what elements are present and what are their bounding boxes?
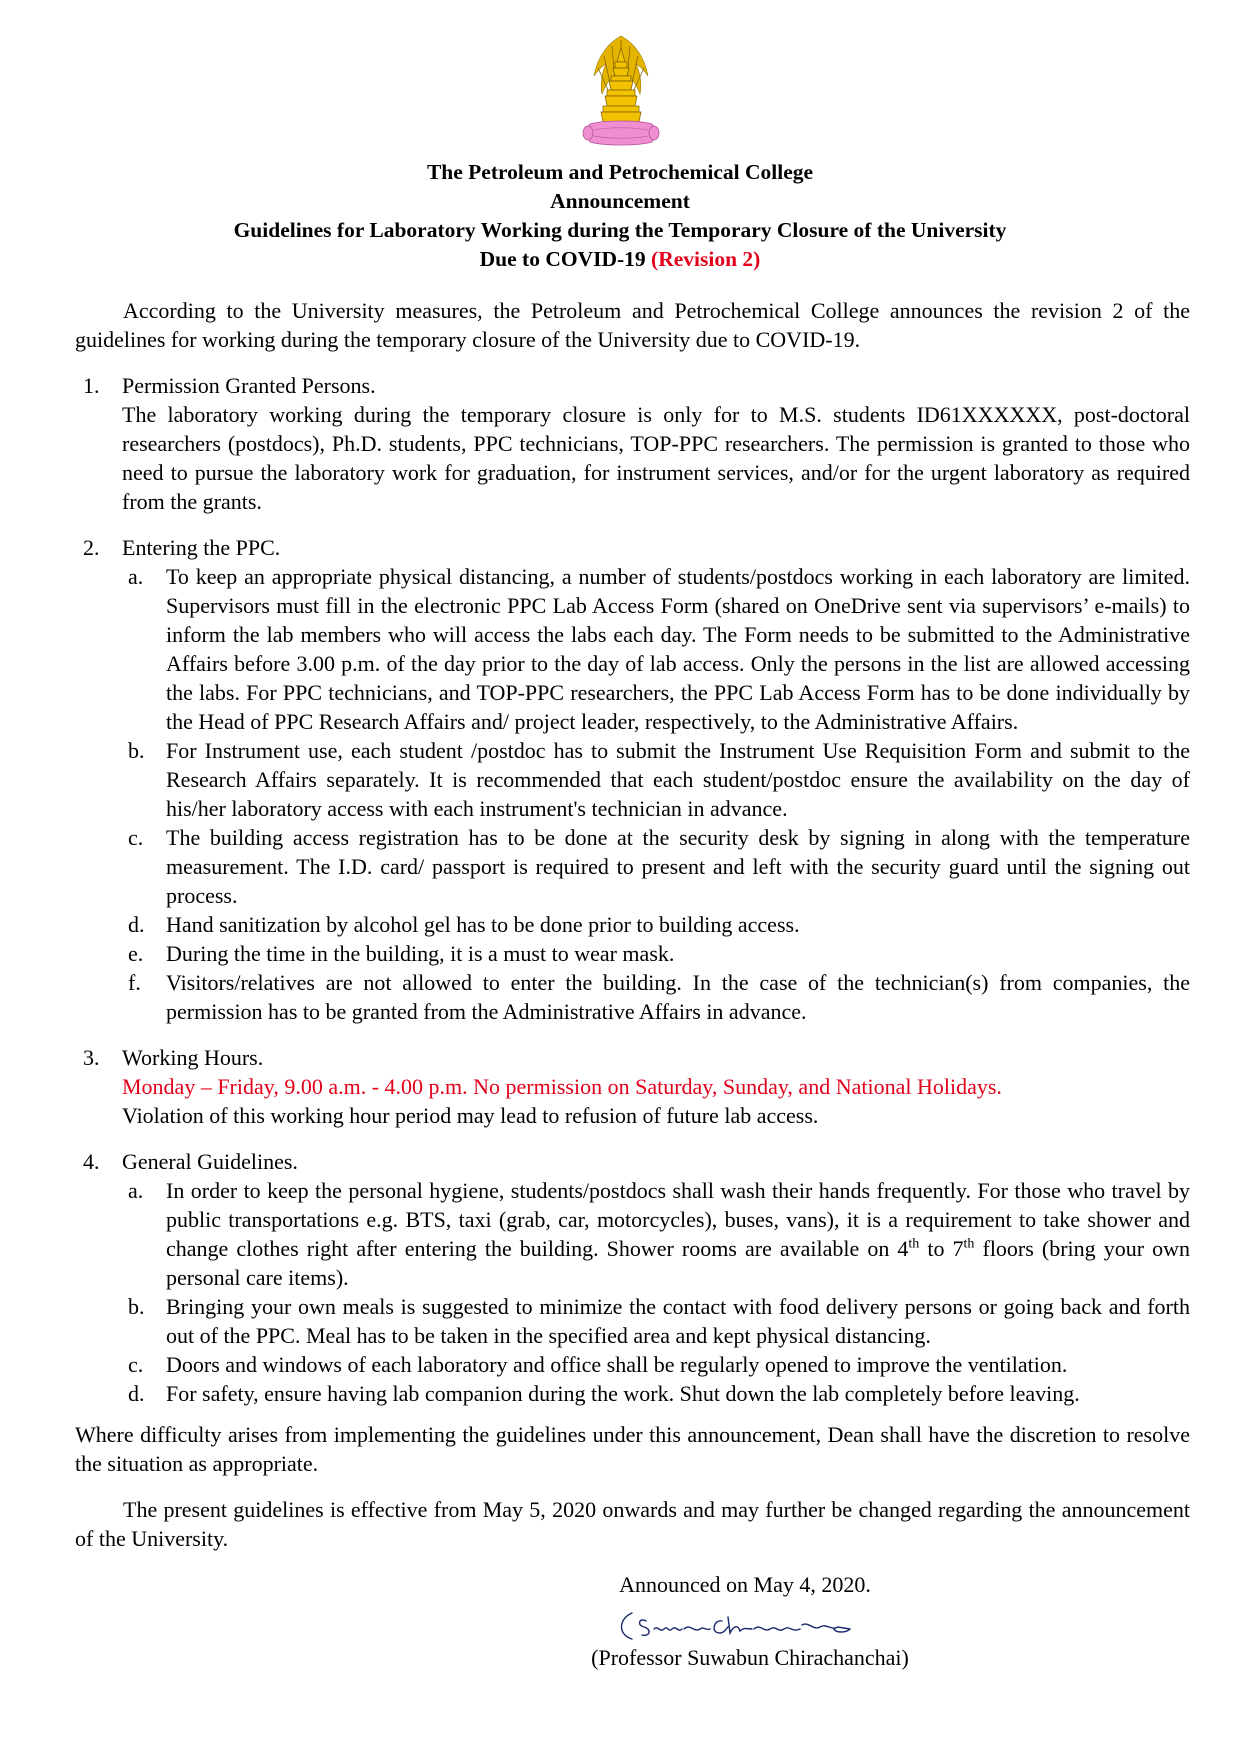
list-item xyxy=(122,1379,1190,1408)
item-text: The building access registration has to be done at the security desk by signing in along with the temperature measurement. The I.D. card/ passport is required to present and left with the security guard until the signing out process. xyxy=(166,825,1190,908)
item-text: For safety, ensure having lab companion during the work. Shut down the lab completely before leaving. xyxy=(166,1381,1080,1406)
section-text: The laboratory working during the temporary closure is only for to M.S. students ID61XXXXXX, post-doctoral researchers (postdocs), Ph.D. students, PPC technicians, TOP-PPC researchers. The permission is granted to those who need to pursue the laboratory work for graduation, for instrument services, and/or for the urgent laboratory as required from the grants. xyxy=(122,402,1190,514)
item-letter: d. xyxy=(128,912,145,937)
item-text: During the time in the building, it is a must to wear mask. xyxy=(166,941,675,966)
list-item xyxy=(122,562,1190,736)
section-title: Working Hours. xyxy=(122,1045,264,1070)
item-letter: a. xyxy=(128,564,144,589)
list-item xyxy=(122,968,1190,1026)
item-text: Doors and windows of each laboratory and office shall be regularly opened to improve the ventilation. xyxy=(166,1352,1068,1377)
list-item xyxy=(122,736,1190,823)
item-text: For Instrument use, each student /postdoc has to submit the Instrument Use Requisition Form and submit to the Research Affairs separately. It is recommended that each student/postdoc ensure the availability on the day of his/her laboratory access with each instrument's technician in advance. xyxy=(166,738,1190,821)
item-text: In order to keep the personal hygiene, students/postdocs shall wash their hands frequently. For those who travel by public transportations e.g. BTS, taxi (grab, car, motorcycles), buses, vans), it is a requirement to take shower and change clothes right after entering the building. Shower rooms are available on 4 xyxy=(166,1178,1190,1261)
section-number: 2. xyxy=(83,535,100,560)
revision-label: (Revision 2) xyxy=(651,247,761,271)
announced-date: Announced on May 4, 2020. xyxy=(619,1572,871,1597)
effective-paragraph: The present guidelines is effective from May 5, 2020 onwards and may further be changed regarding the announcement of the University. xyxy=(75,1497,1190,1551)
document-kind: Announcement xyxy=(550,189,690,213)
item-letter: c. xyxy=(128,825,144,850)
subtitle-text: Due to COVID-19 xyxy=(479,247,652,271)
college-name: The Petroleum and Petrochemical College xyxy=(426,160,814,184)
section-title: Permission Granted Persons. xyxy=(122,373,376,398)
handwritten-signature-icon xyxy=(610,1599,870,1649)
section-entering xyxy=(75,533,1190,1026)
signer-name: (Professor Suwabun Chirachanchai) xyxy=(591,1645,909,1670)
list-item xyxy=(122,939,1190,968)
item-text: Bringing your own meals is suggested to minimize the contact with food delivery persons or going back and forth out of the PPC. Meal has to be taken in the specified area and kept physical distancing. xyxy=(166,1294,1190,1348)
list-item xyxy=(122,910,1190,939)
document-subtitle xyxy=(120,245,1120,274)
item-text-end: floors (bring your own personal care items). xyxy=(166,1236,1190,1290)
working-hours-text: Monday – Friday, 9.00 a.m. - 4.00 p.m. No permission on Saturday, Sunday, and National Holidays. xyxy=(122,1074,1002,1099)
section-permission xyxy=(75,371,1190,516)
announcement-heading xyxy=(120,158,1120,274)
section-working-hours xyxy=(75,1043,1190,1130)
intro-paragraph: According to the University measures, the Petroleum and Petrochemical College announces the revision 2 of the guidelines for working during the temporary closure of the University due to COVID-19. xyxy=(75,298,1190,352)
guideline-items xyxy=(122,1176,1190,1408)
item-letter: e. xyxy=(128,941,144,966)
ordinal-suffix: th xyxy=(963,1236,975,1252)
document-title: Guidelines for Laboratory Working during the Temporary Closure of the University xyxy=(233,218,1007,242)
closing-paragraph: Where difficulty arises from implementing the guidelines under this announcement, Dean shall have the discretion to resolve the situation as appropriate. xyxy=(75,1422,1190,1476)
entering-items xyxy=(122,562,1190,1026)
college-crest-logo xyxy=(580,32,662,160)
section-number: 1. xyxy=(83,373,100,398)
item-letter: f. xyxy=(128,970,141,995)
violation-text: Violation of this working hour period may lead to refusion of future lab access. xyxy=(122,1103,819,1128)
item-text: Visitors/relatives are not allowed to enter the building. In the case of the technician(s) from companies, the permission has to be granted from the Administrative Affairs in advance. xyxy=(166,970,1190,1024)
section-number: 4. xyxy=(83,1149,100,1174)
item-text: Hand sanitization by alcohol gel has to be done prior to building access. xyxy=(166,912,800,937)
section-title: Entering the PPC. xyxy=(122,535,281,560)
ordinal-suffix: th xyxy=(908,1236,920,1252)
section-general-guidelines xyxy=(75,1147,1190,1408)
section-title: General Guidelines. xyxy=(122,1149,298,1174)
item-letter: d. xyxy=(128,1381,145,1406)
section-number: 3. xyxy=(83,1045,100,1070)
announcement-body xyxy=(75,296,1190,1672)
list-item xyxy=(122,823,1190,910)
item-letter: a. xyxy=(128,1178,144,1203)
list-item xyxy=(122,1176,1190,1292)
list-item xyxy=(122,1350,1190,1379)
item-text-mid: to 7 xyxy=(919,1236,964,1261)
item-letter: c. xyxy=(128,1352,144,1377)
item-letter: b. xyxy=(128,1294,145,1319)
item-text: To keep an appropriate physical distancing, a number of students/postdocs working in each laboratory are limited. Supervisors must fill in the electronic PPC Lab Access Form (shared on OneDrive sent via supervisors’ e-mails) to inform the lab members who will access the labs each day. The Form needs to be submitted to the Administrative Affairs before 3.00 p.m. of the day prior to the day of lab access. Only the persons in the list are allowed accessing the labs. For PPC technicians, and TOP-PPC researchers, the PPC Lab Access Form has to be done individually by the Head of PPC Research Affairs and/ project leader, respectively, to the Administrative Affairs. xyxy=(166,564,1190,734)
list-item xyxy=(122,1292,1190,1350)
item-letter: b. xyxy=(128,738,145,763)
